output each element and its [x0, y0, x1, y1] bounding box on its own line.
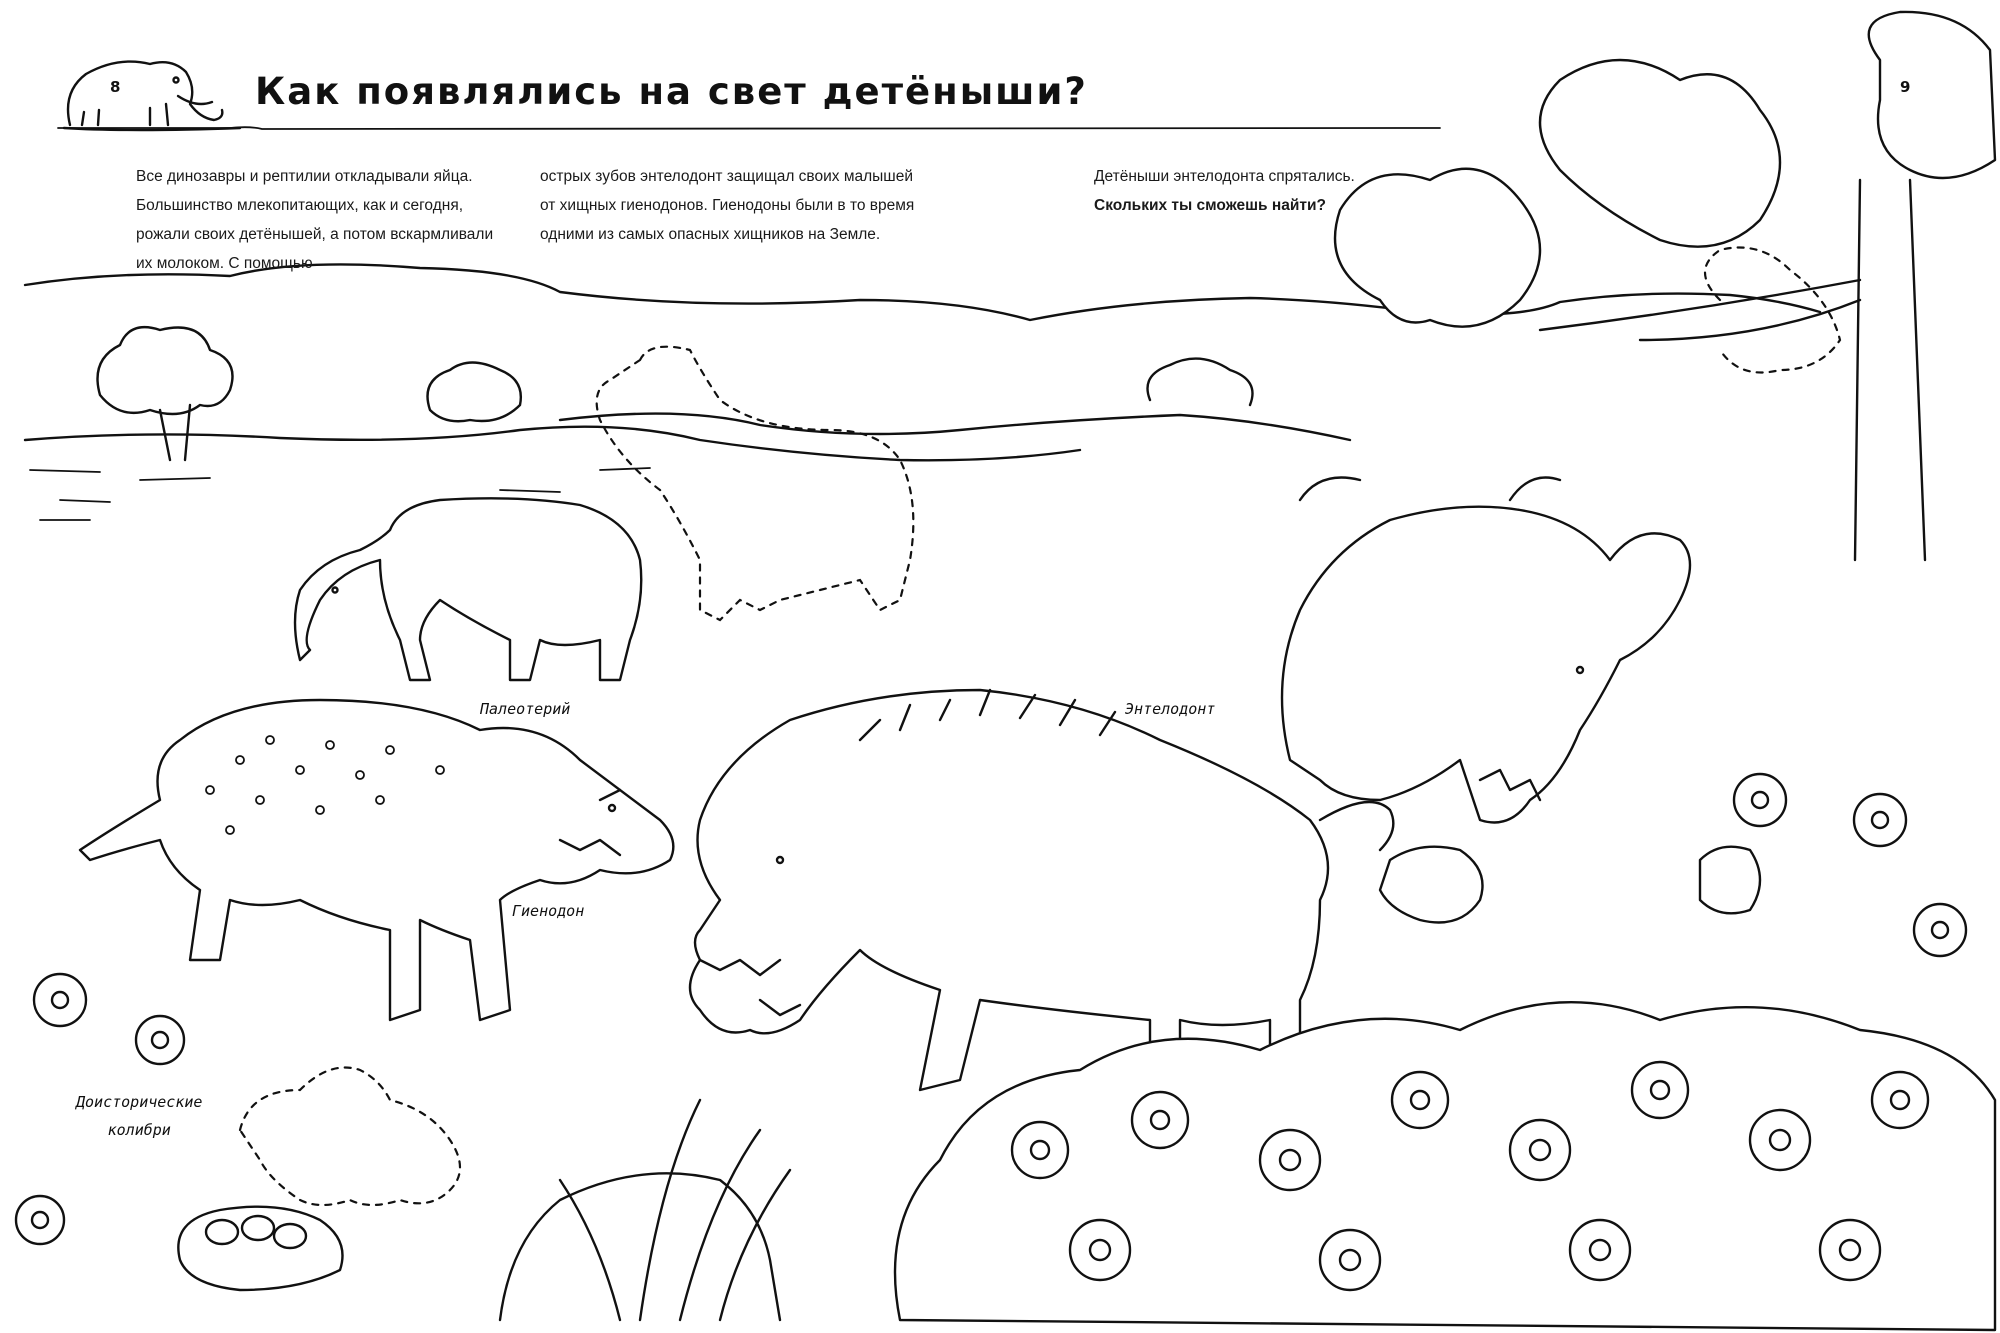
tree-drawing [1335, 12, 1995, 560]
hidden-baby-2 [1700, 847, 1760, 914]
paleotherium-drawing [295, 498, 641, 680]
hidden-baby-1 [1380, 847, 1483, 923]
intro-column-2: острых зубов энтелодонт защищал своих малышей от хищных гиенодонов. Гиенодоны были в то время одними из самых опасных хищников на Земле. [540, 168, 915, 243]
label-hummingbirds-line1: Доисторические [76, 1093, 203, 1111]
hyaenodon-drawing [80, 700, 673, 1020]
hidden-animal-outline-2 [240, 1068, 460, 1206]
flower-bush-drawing [895, 1002, 1995, 1330]
label-hyaenodon: Гиенодон [512, 902, 585, 920]
page-number-right: 9 [1900, 78, 1911, 96]
task-question: Скольких ты сможешь найти? [1094, 197, 1326, 214]
page-number-left: 8 [110, 78, 121, 96]
task-instruction: Детёныши энтелодонта спрятались. [1094, 168, 1355, 185]
label-hummingbirds [76, 1088, 202, 1144]
label-paleotherium: Палеотерий [480, 700, 571, 718]
header-underline-left [58, 127, 1440, 129]
mammoth-icon [64, 62, 240, 130]
hidden-animal-outline [597, 347, 914, 620]
nest-with-eggs-drawing [178, 1207, 342, 1290]
intro-column-1: Все динозавры и рептилии откладывали яйца. Большинство млекопитающих, как и сегодня, рожали своих детёнышей, а потом вскармливали их молоком. С помощью [136, 168, 494, 272]
page-title: Как появлялись на свет детёныши? [255, 70, 1088, 113]
label-hummingbirds-line2: колибри [107, 1121, 171, 1139]
entelodont-rear-drawing [1282, 478, 1690, 823]
task-text [1094, 162, 1394, 220]
label-entelodont: Энтелодонт [1125, 700, 1216, 718]
